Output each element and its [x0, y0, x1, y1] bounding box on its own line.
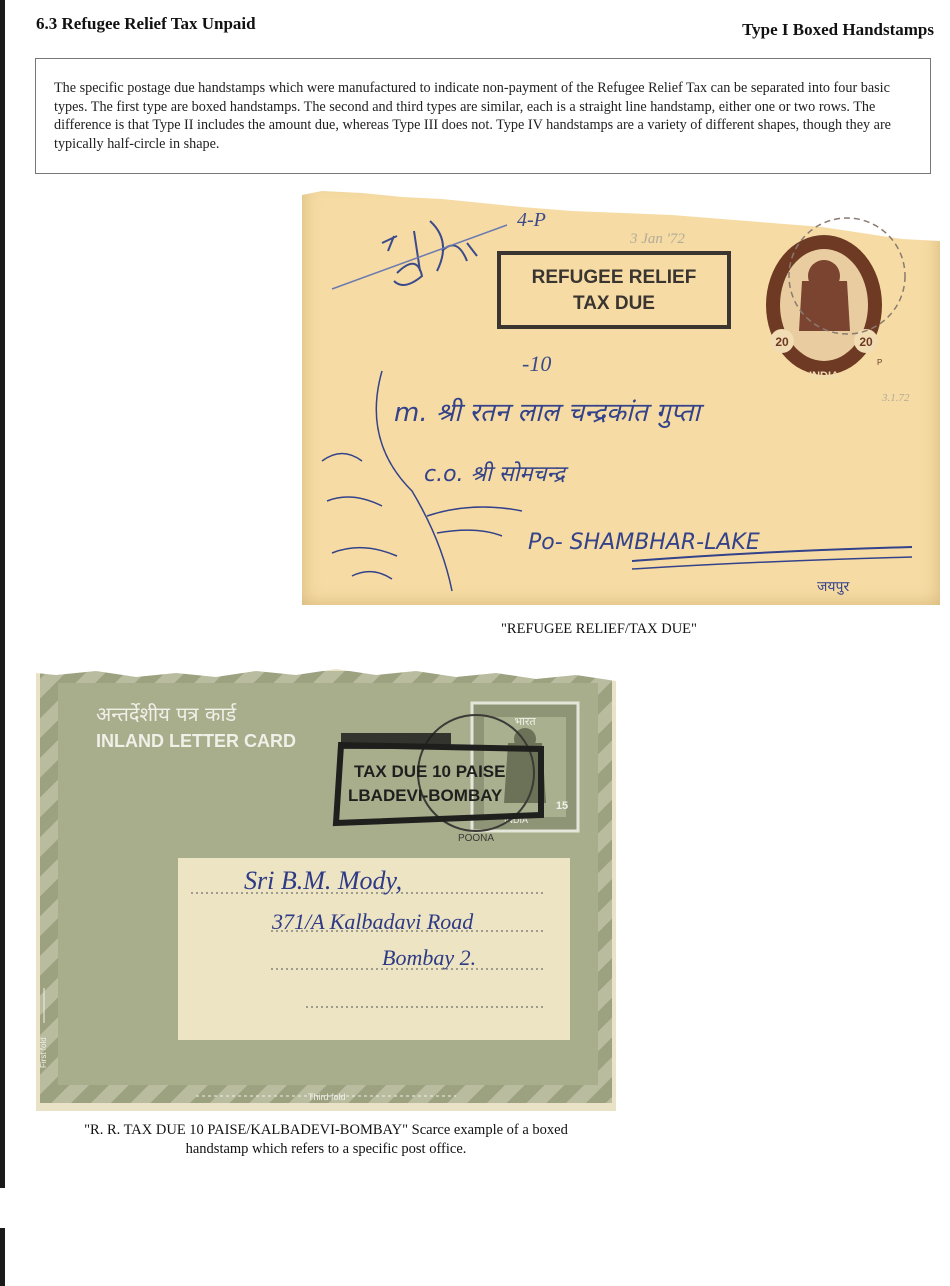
type-title: Type I Boxed Handstamps: [742, 20, 934, 39]
card-stamp-country: भारत: [514, 715, 536, 728]
card-handstamp-line1: TAX DUE 10 PAISE: [354, 762, 506, 781]
stamp-currency: P: [877, 358, 883, 367]
card-address-line1: Sri B.M. Mody,: [244, 866, 403, 895]
indian-lion-capital-stamp: [766, 235, 882, 382]
address-line4: जयपुर: [817, 579, 850, 595]
card-handstamp-line2: LBADEVI-BOMBAY: [348, 786, 503, 805]
card-stamp-bottom: INDIA: [503, 815, 529, 825]
caption-card-line1: "R. R. TAX DUE 10 PAISE/KALBADEVI-BOMBAY" Scarce example of a boxed: [84, 1122, 568, 1138]
stamp-value-left: 20: [775, 335, 789, 349]
section-title: 6.3 Refugee Relief Tax Unpaid: [36, 14, 256, 33]
caption-card-line2: handstamp which refers to a specific post office.: [185, 1140, 467, 1157]
third-fold-label: Third fold: [308, 1092, 346, 1102]
card-postmark-text: POONA: [457, 833, 495, 844]
handstamp-line1: REFUGEE RELIEF: [531, 267, 697, 288]
first-fold-label: First fold: [39, 1037, 48, 1068]
ms-top-mark: 4-P: [517, 209, 546, 231]
refugee-relief-handstamp: [499, 253, 729, 327]
address-line1: m. श्री रतन लाल चन्द्रकांत गुप्ता: [394, 398, 701, 428]
caption-cover1: "REFUGEE RELIEF/TAX DUE": [501, 621, 697, 637]
address-line3: Po- SHAMBHAR-LAKE: [528, 530, 760, 555]
stamp-value-right: 20: [859, 335, 873, 349]
page-edge-bar: [0, 0, 5, 1286]
refugee-relief-cover: [302, 181, 940, 605]
stamp-country: INDIA: [809, 370, 839, 382]
address-line2: c.o. श्री सोमचन्द्र: [424, 462, 565, 487]
card-address-line2: 371/A Kalbadavi Road: [272, 909, 474, 934]
card-address-line3: Bombay 2.: [382, 945, 477, 970]
postmark-date: 3.1.72: [882, 392, 910, 404]
pencil-date: 3 Jan '72: [630, 231, 685, 247]
caption-card: [36, 1121, 616, 1158]
handstamp-line2: TAX DUE: [573, 293, 655, 314]
ms-amount: -10: [522, 351, 552, 376]
card-title-english: INLAND LETTER CARD: [96, 731, 296, 751]
card-stamp-value: 15: [555, 800, 569, 812]
intro-box: [35, 58, 931, 174]
intro-text: The specific postage due handstamps which were manufactured to indicate non-payment of the Refugee Relief Tax can be separated into four basic types. The first type are boxed handstamps. The second and third types are similar, each is a straight line handstamp, either one or two rows. The difference is that Type II includes the amount due, whereas Type III does not. Type IV handstamps are a variety of different shapes, though they are typically half-circle in shape.: [54, 80, 891, 152]
card-title-hindi: अन्तर्देशीय पत्र कार्ड: [96, 702, 237, 726]
inland-letter-card: [36, 663, 616, 1111]
